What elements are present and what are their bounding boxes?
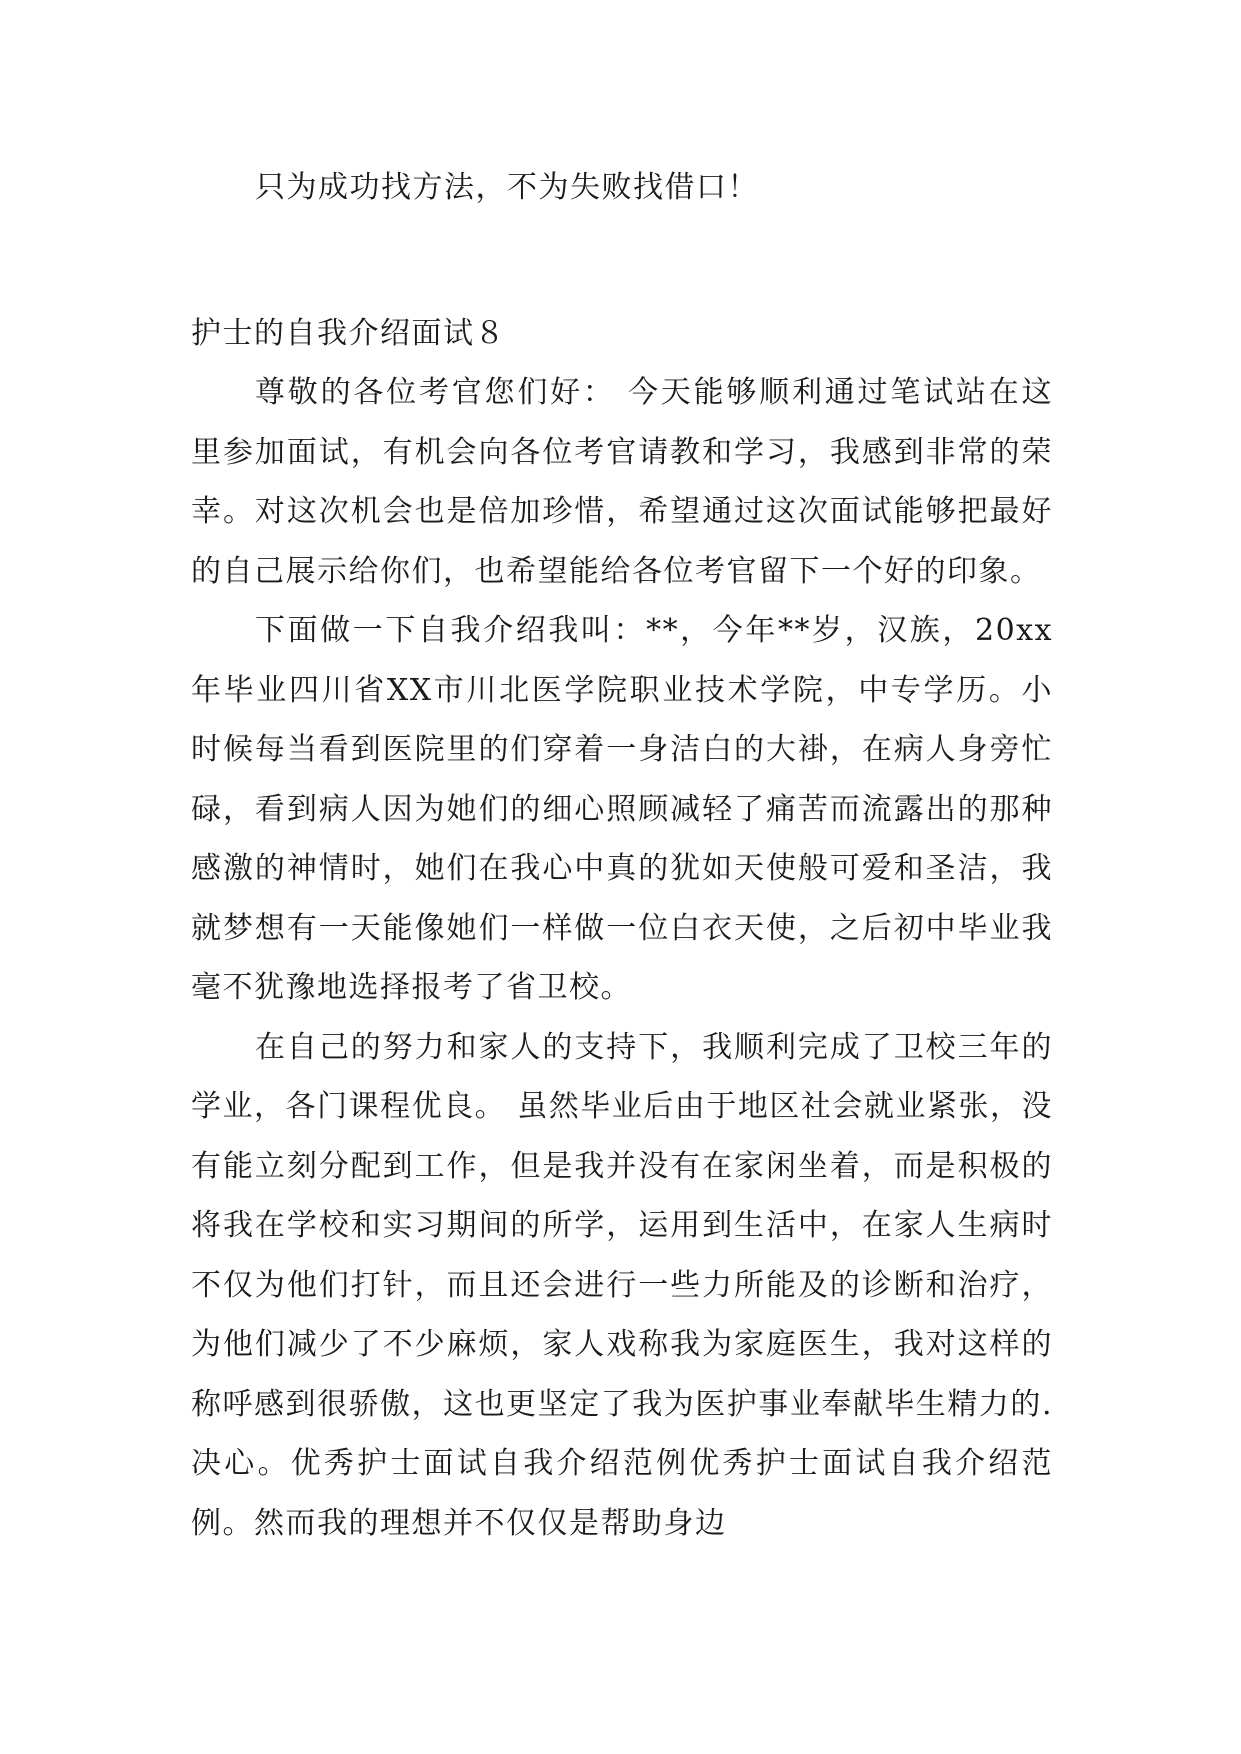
section-title: 护士的自我介绍面试８ [191,315,506,351]
paragraph-experience: 在自己的努力和家人的支持下，我顺利完成了卫校三年的学业，各门课程优良。 虽然毕业后由于地区社会就业紧张，没有能立刻分配到工作，但是我并没有在家闲坐着，而是积极的将我在学校和实习期间的所学，运用到生活中，在家人生病时不仅为他们打针，而且还会进行一些力所能及的诊断和治疗，为他们减少了不少麻烦，家人戏称我为家庭医生，我对这样的称呼感到很骄傲，这也更坚定了我为医护事业奉献毕生精力的.决心。优秀护士面试自我介绍范例优秀护士面试自我介绍范例。然而我的理想并不仅仅是帮助身边 [191,1029,1053,1541]
motto-line: 只为成功找方法，不为失败找借口！ [255,170,759,205]
paragraph-greeting: 尊敬的各位考官您们好： 今天能够顺利通过笔试站在这里参加面试，有机会向各位考官请教和学习，我感到非常的荣幸。对这次机会也是倍加珍惜，希望通过这次面试能够把最好的自己展示给你们，也希望能给各位考官留下一个好的印象。 [191,375,1053,589]
paragraph-introduction: 下面做一下自我介绍我叫：**，今年**岁，汉族，20xx年毕业四川省XX市川北医学院职业技术学院，中专学历。小时候每当看到医院里的们穿着一身洁白的大褂，在病人身旁忙碌，看到病人因为她们的细心照顾减轻了痛苦而流露出的那种感激的神情时，她们在我心中真的犹如天使般可爱和圣洁，我就梦想有一天能像她们一样做一位白衣天使，之后初中毕业我毫不犹豫地选择报考了省卫校。 [191,613,1053,1005]
document-body [191,158,1053,1553]
